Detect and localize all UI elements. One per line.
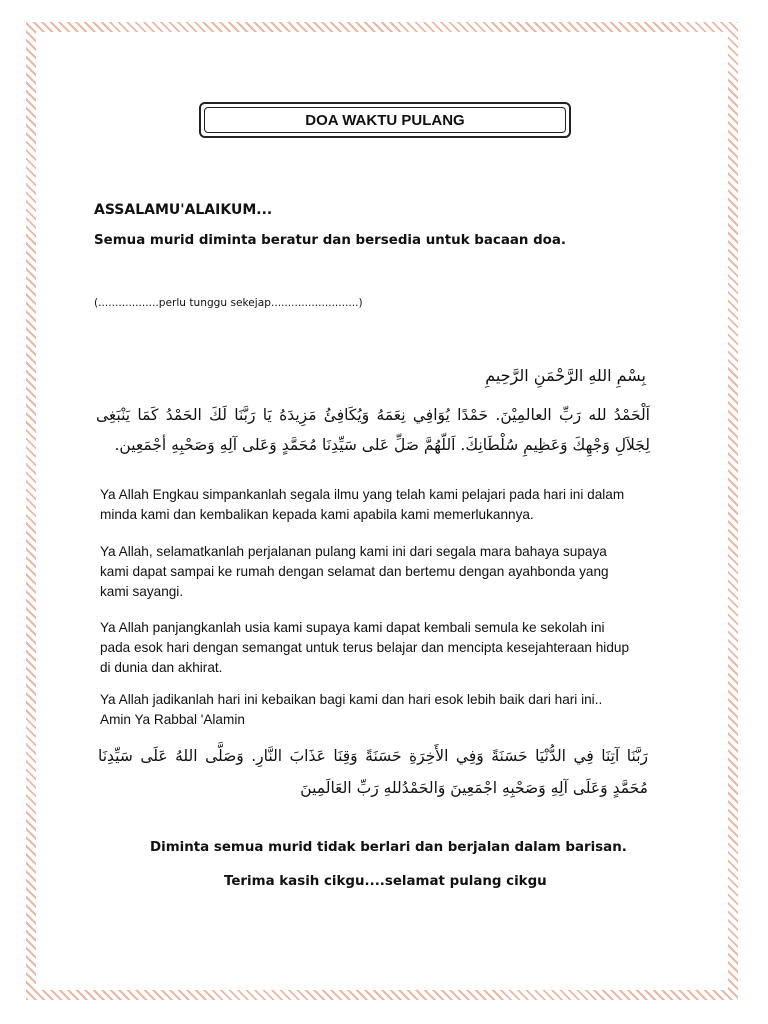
- page-title: DOA WAKTU PULANG: [204, 107, 566, 133]
- title-box: [199, 102, 571, 138]
- prayer-paragraph-1: Ya Allah Engkau simpankanlah segala ilmu yang telah kami pelajari pada hari ini dalam minda kami dan kembalikan kepada kami apabila kami memerlukannya.: [100, 487, 625, 522]
- closing-note-1: Diminta semua murid tidak berlari dan berjalan dalam barisan.: [150, 840, 627, 855]
- prayer-paragraph-3: Ya Allah panjangkanlah usia kami supaya kami dapat kembali semula ke sekolah ini pada esok hari dengan semangat untuk terus belajar dan mencipta kesejahteraan hidup di dunia dan akhirat.: [100, 620, 630, 675]
- arabic-opening-prayer: اَلْحَمْدُ لله رَبِّ العالمِيْنَ. حَمْدًا يُوَافِي نِعَمَهُ وَيُكَافِئُ مَزِيدَهُ يَا رَبَّنَا لَكَ الحَمْدُ كَمَا يَنْبَغِى لِجَلاَلِ وَجْهِكَ وَعَظِيمِ سُلْطَانِكَ. اَللّهُمَّ صَلِّ عَلى سَيِّدِنَا مُحَمَّدٍ وَعَلى آلِهِ وَصَحْبِهِ أجْمَعِين.: [96, 406, 650, 454]
- prayer-paragraph-2: Ya Allah, selamatkanlah perjalanan pulang kami ini dari segala mara bahaya supaya kami dapat sampai ke rumah dengan selamat dan bertemu dengan ayahbonda yang kami sayangi.: [100, 544, 609, 599]
- wait-note: (..................perlu tunggu sekejap..........................): [94, 297, 363, 309]
- greeting: ASSALAMU'ALAIKUM...: [94, 202, 273, 218]
- arabic-closing-prayer: رَبَّنَا آتِنَا فِي الدُّنْيَا حَسَنَةً وَفِي الأَخِرَةِ حَسَنَةً وَقِنَا عَذَابَ النَّارِ. وَصَلَّى اللهُ عَلَى سَيِّدِنَا مُحَمَّدٍ وَعَلَى آلِهِ وَصَحْبِهِ اجْمَعِينَ وَالحَمْدُللهِ رَبِّ العَالَمِينَ: [98, 747, 648, 797]
- basmala: بِسْمِ اللهِ الرَّحْمَنِ الرَّحِيمِ: [485, 366, 646, 385]
- instruction: Semua murid diminta beratur dan bersedia untuk bacaan doa.: [94, 233, 567, 248]
- prayer-paragraph-4: Ya Allah jadikanlah hari ini kebaikan bagi kami dan hari esok lebih baik dari hari ini.. Amin Ya Rabbal 'Alamin: [100, 692, 603, 727]
- closing-note-2: Terima kasih cikgu....selamat pulang cikgu: [224, 874, 547, 889]
